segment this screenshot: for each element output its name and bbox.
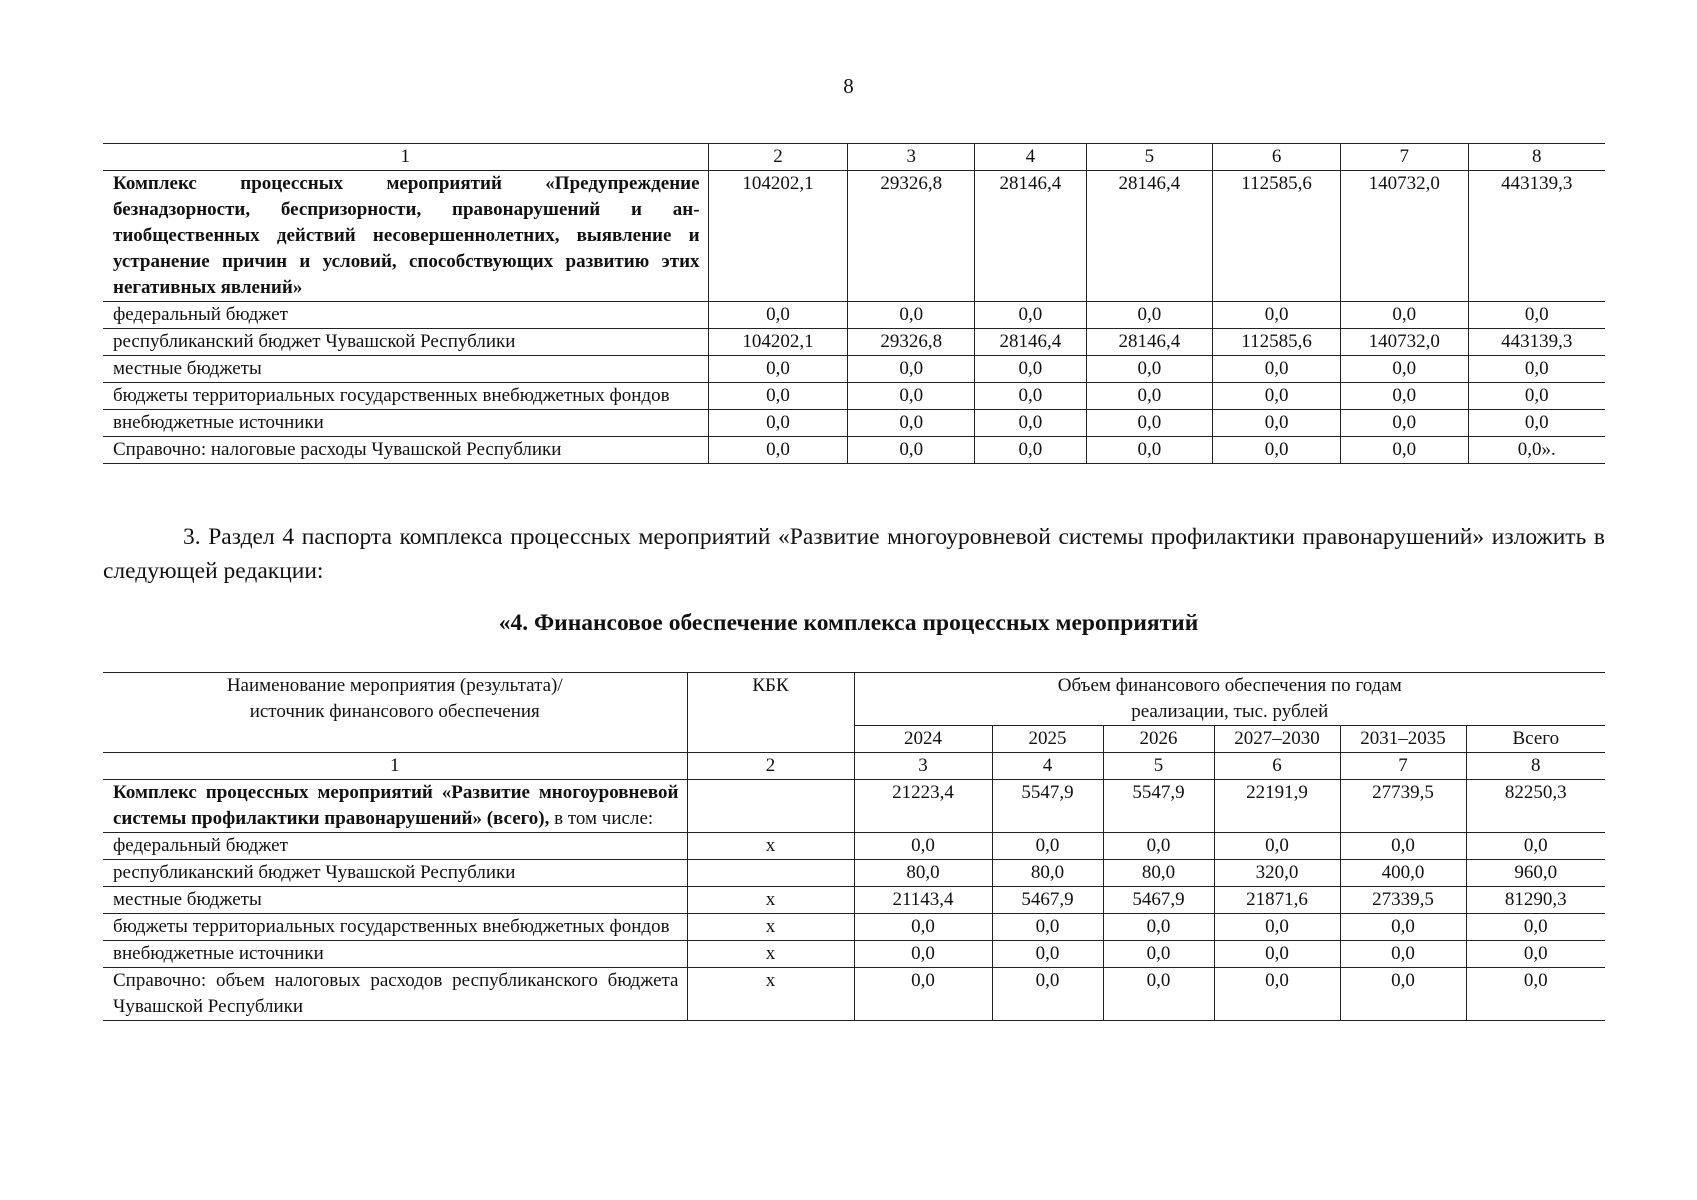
column-number: 7 [1340, 753, 1466, 780]
value-cell: 0,0 [1086, 356, 1213, 383]
row-label: федеральный бюджет [103, 833, 687, 860]
value-cell: 112585,6 [1213, 171, 1341, 302]
value-cell: 0,0 [975, 356, 1086, 383]
table-row [103, 171, 1605, 302]
value-cell: 0,0 [1466, 968, 1605, 1021]
table-row [103, 887, 1605, 914]
value-cell: 0,0 [1340, 410, 1468, 437]
value-cell: 0,0 [1340, 968, 1466, 1021]
value-cell: 0,0 [975, 410, 1086, 437]
kbk-cell: x [687, 914, 854, 941]
header-name-line2: источник финансового обеспечения [249, 701, 540, 722]
value-cell: 0,0 [1214, 833, 1340, 860]
row-label-bold: Комплекс процессных мероприятий «Развитие многоуровневой системы профилактики правонарушений» (всего), [113, 782, 679, 829]
value-cell: 443139,3 [1468, 329, 1605, 356]
column-number: 2 [708, 144, 848, 171]
value-cell: 27739,5 [1340, 780, 1466, 833]
value-cell: 0,0 [992, 833, 1103, 860]
year-header: 2027–2030 [1214, 726, 1340, 753]
row-label: республиканский бюджет Чувашской Республики [103, 860, 687, 887]
value-cell: 0,0 [1213, 437, 1341, 464]
table-row [103, 329, 1605, 356]
row-label: внебюджетные источники [103, 410, 708, 437]
value-cell: 0,0 [848, 302, 975, 329]
value-cell: 0,0 [1468, 383, 1605, 410]
column-number: 4 [975, 144, 1086, 171]
column-number: 3 [854, 753, 992, 780]
value-cell: 0,0 [1340, 437, 1468, 464]
value-cell: 0,0 [1214, 914, 1340, 941]
value-cell: 140732,0 [1340, 329, 1468, 356]
page-number: 8 [843, 74, 854, 98]
value-cell: 0,0 [1086, 437, 1213, 464]
year-header: 2024 [854, 726, 992, 753]
header-volume-line1: Объем финансового обеспечения по годам [1057, 675, 1402, 696]
value-cell: 0,0 [848, 410, 975, 437]
value-cell: 80,0 [1103, 860, 1214, 887]
header-volume-line2: реализации, тыс. рублей [1131, 701, 1329, 722]
value-cell: 0,0 [992, 941, 1103, 968]
value-cell: 27339,5 [1340, 887, 1466, 914]
value-cell: 104202,1 [708, 329, 848, 356]
column-number: 8 [1466, 753, 1605, 780]
value-cell: 0,0 [1103, 914, 1214, 941]
value-cell: 0,0 [1340, 302, 1468, 329]
column-number: 5 [1086, 144, 1213, 171]
value-cell: 0,0 [1213, 383, 1341, 410]
value-cell: 0,0 [708, 383, 848, 410]
value-cell: 0,0 [975, 302, 1086, 329]
column-number: 8 [1468, 144, 1605, 171]
value-cell: 0,0 [1468, 302, 1605, 329]
value-cell: 0,0 [1214, 941, 1340, 968]
row-label: местные бюджеты [103, 356, 708, 383]
value-cell: 81290,3 [1466, 887, 1605, 914]
value-cell: 29326,8 [848, 171, 975, 302]
value-cell: 28146,4 [975, 171, 1086, 302]
value-cell: 0,0 [848, 356, 975, 383]
value-cell: 0,0 [854, 833, 992, 860]
table-row [103, 437, 1605, 464]
column-number: 6 [1213, 144, 1341, 171]
kbk-cell: x [687, 941, 854, 968]
year-header: Всего [1466, 726, 1605, 753]
value-cell: 5467,9 [992, 887, 1103, 914]
value-cell: 0,0 [854, 968, 992, 1021]
table-row [103, 410, 1605, 437]
row-label: внебюджетные источники [103, 941, 687, 968]
value-cell: 960,0 [1466, 860, 1605, 887]
value-cell: 0,0 [1086, 410, 1213, 437]
table-row [103, 833, 1605, 860]
row-label: Комплекс процессных мероприятий «Предупреждение безнадзорности, беспризорности, правонарушений и антиобщественных действий несовершеннолетних, выявление и устранение причин и условий, способствующих развитию этих негативных явлений» [103, 171, 708, 302]
value-cell: 21871,6 [1214, 887, 1340, 914]
value-cell: 0,0 [1213, 410, 1341, 437]
funding-table-prevention-system [103, 672, 1605, 1021]
row-label: республиканский бюджет Чувашской Республики [103, 329, 708, 356]
value-cell: 400,0 [1340, 860, 1466, 887]
row-label: бюджеты территориальных государственных внебюджетных фондов [103, 383, 708, 410]
value-cell: 5547,9 [1103, 780, 1214, 833]
value-cell: 5547,9 [992, 780, 1103, 833]
row-label-rest: в том числе: [549, 808, 654, 829]
column-number-row [103, 753, 1605, 780]
row-label [103, 780, 687, 833]
value-cell: 0,0 [1466, 914, 1605, 941]
value-cell: 443139,3 [1468, 171, 1605, 302]
value-cell: 0,0 [1340, 383, 1468, 410]
value-cell: 0,0 [1086, 302, 1213, 329]
value-cell: 0,0 [854, 941, 992, 968]
kbk-cell [687, 860, 854, 887]
value-cell: 21143,4 [854, 887, 992, 914]
year-header: 2026 [1103, 726, 1214, 753]
value-cell: 0,0 [708, 410, 848, 437]
row-label: Справочно: объем налоговых расходов республиканского бюджета Чувашской Республики [103, 968, 687, 1021]
value-cell: 29326,8 [848, 329, 975, 356]
value-cell: 28146,4 [1086, 329, 1213, 356]
table-row [103, 914, 1605, 941]
year-header: 2025 [992, 726, 1103, 753]
value-cell: 0,0 [708, 302, 848, 329]
table-row [103, 383, 1605, 410]
funding-table-prevention [103, 143, 1605, 464]
value-cell: 82250,3 [1466, 780, 1605, 833]
row-label: федеральный бюджет [103, 302, 708, 329]
column-number: 6 [1214, 753, 1340, 780]
value-cell: 0,0 [854, 914, 992, 941]
column-number: 7 [1340, 144, 1468, 171]
value-cell: 0,0 [1214, 968, 1340, 1021]
header-name [103, 673, 687, 753]
value-cell: 0,0 [1213, 356, 1341, 383]
year-header: 2031–2035 [1340, 726, 1466, 753]
value-cell: 0,0 [975, 437, 1086, 464]
value-cell: 0,0 [975, 383, 1086, 410]
value-cell: 21223,4 [854, 780, 992, 833]
kbk-cell [687, 780, 854, 833]
table-row [103, 941, 1605, 968]
value-cell: 0,0 [1103, 941, 1214, 968]
value-cell: 0,0 [1213, 302, 1341, 329]
value-cell: 0,0 [1468, 410, 1605, 437]
row-label: бюджеты территориальных государственных внебюджетных фондов [103, 914, 687, 941]
table-row [103, 356, 1605, 383]
value-cell: 0,0 [1086, 383, 1213, 410]
table-row [103, 780, 1605, 833]
value-cell: 0,0». [1468, 437, 1605, 464]
value-cell: 320,0 [1214, 860, 1340, 887]
value-cell: 0,0 [992, 968, 1103, 1021]
value-cell: 0,0 [1103, 833, 1214, 860]
value-cell: 0,0 [848, 437, 975, 464]
value-cell: 28146,4 [975, 329, 1086, 356]
row-label: местные бюджеты [103, 887, 687, 914]
value-cell: 0,0 [708, 356, 848, 383]
kbk-cell: x [687, 833, 854, 860]
value-cell: 0,0 [1466, 941, 1605, 968]
kbk-cell: x [687, 968, 854, 1021]
value-cell: 0,0 [1466, 833, 1605, 860]
value-cell: 0,0 [1340, 356, 1468, 383]
value-cell: 5467,9 [1103, 887, 1214, 914]
value-cell: 104202,1 [708, 171, 848, 302]
value-cell: 140732,0 [1340, 171, 1468, 302]
value-cell: 112585,6 [1213, 329, 1341, 356]
section-heading: «4. Финансовое обеспечение комплекса процессных мероприятий [498, 610, 1199, 636]
value-cell: 0,0 [1103, 968, 1214, 1021]
column-number: 1 [103, 144, 708, 171]
header-kbk: КБК [687, 673, 854, 753]
value-cell: 0,0 [1340, 941, 1466, 968]
amendment-paragraph: 3. Раздел 4 паспорта комплекса процессных мероприятий «Развитие многоуровневой системы профилактики правонарушений» изложить в следующей редакции: [103, 524, 1605, 584]
value-cell: 22191,9 [1214, 780, 1340, 833]
value-cell: 0,0 [992, 914, 1103, 941]
value-cell: 80,0 [992, 860, 1103, 887]
header-volume [854, 673, 1605, 726]
table-row [103, 302, 1605, 329]
value-cell: 0,0 [1340, 914, 1466, 941]
value-cell: 0,0 [1340, 833, 1466, 860]
table-row [103, 860, 1605, 887]
header-name-line1: Наименование мероприятия (результата)/ [226, 675, 563, 696]
value-cell: 80,0 [854, 860, 992, 887]
column-number: 1 [103, 753, 687, 780]
table-row [103, 968, 1605, 1021]
column-number: 4 [992, 753, 1103, 780]
column-number: 2 [687, 753, 854, 780]
column-number-row [103, 144, 1605, 171]
value-cell: 0,0 [708, 437, 848, 464]
column-number: 5 [1103, 753, 1214, 780]
kbk-cell: x [687, 887, 854, 914]
value-cell: 0,0 [1468, 356, 1605, 383]
value-cell: 0,0 [848, 383, 975, 410]
row-label: Справочно: налоговые расходы Чувашской Республики [103, 437, 708, 464]
column-number: 3 [848, 144, 975, 171]
header-row [103, 673, 1605, 726]
value-cell: 28146,4 [1086, 171, 1213, 302]
